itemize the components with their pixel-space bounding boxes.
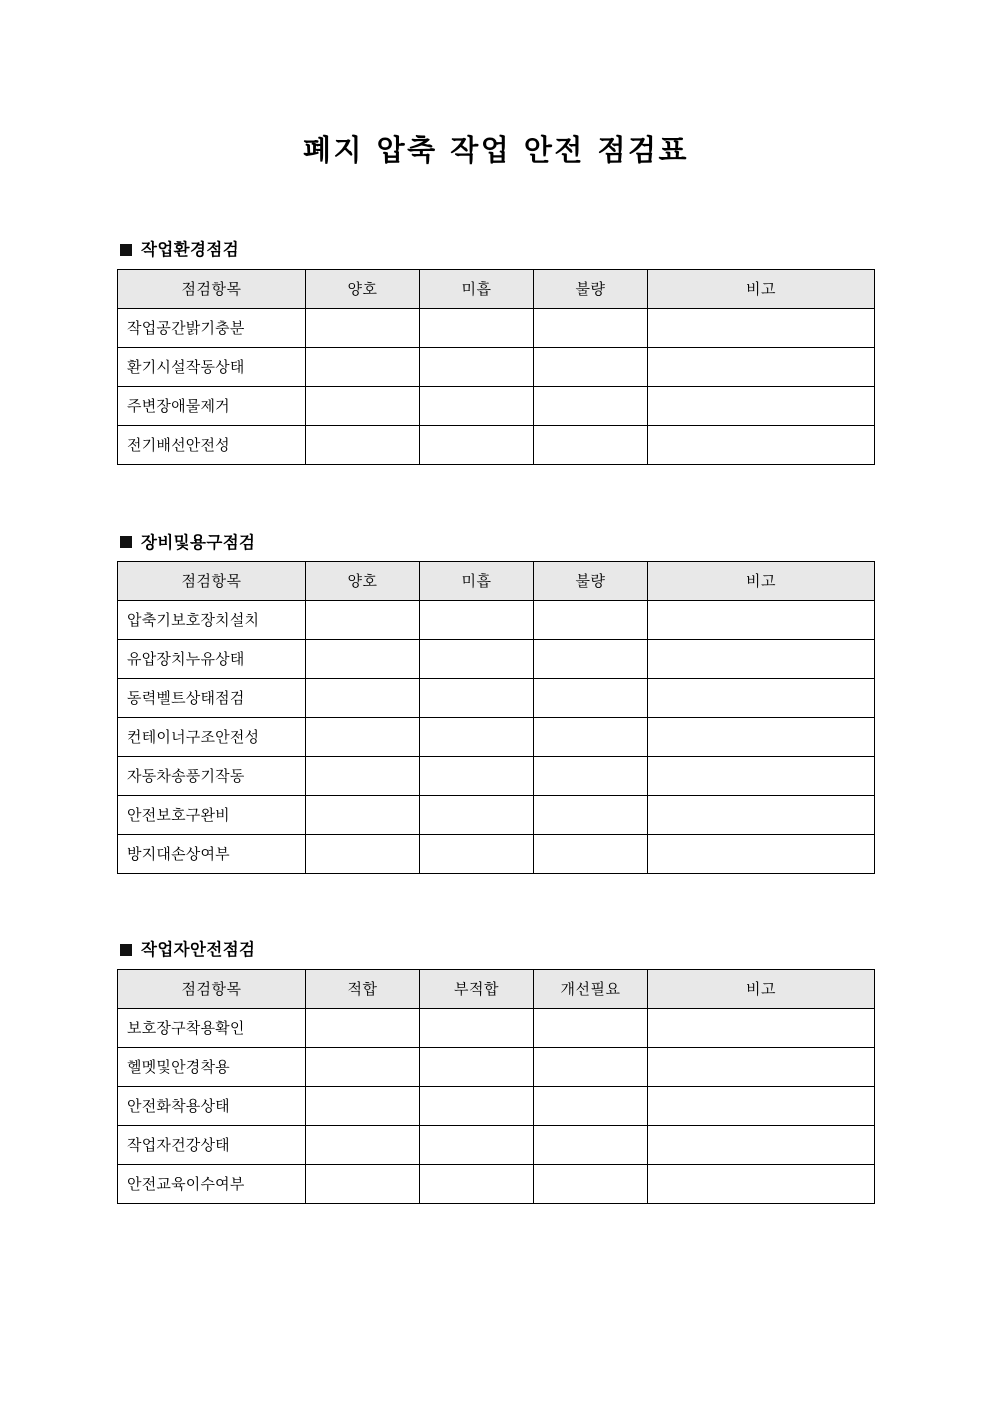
table-row: [118, 1165, 875, 1204]
row-item-label: 작업자건강상태: [118, 1126, 306, 1165]
table-header-row: [118, 970, 875, 1009]
row-item-label: 작업공간밝기충분: [118, 308, 306, 347]
row-improvement-cell[interactable]: [534, 1165, 648, 1204]
column-header-nonconforming: 부적합: [420, 970, 534, 1009]
row-conforming-cell[interactable]: [306, 1048, 420, 1087]
row-good-cell[interactable]: [306, 679, 420, 718]
row-remark-cell[interactable]: [648, 835, 875, 874]
filled-square-bullet-icon: [120, 244, 132, 256]
row-item-label: 방지대손상여부: [118, 835, 306, 874]
row-poor-cell[interactable]: [534, 718, 648, 757]
row-poor-cell[interactable]: [534, 679, 648, 718]
row-nonconforming-cell[interactable]: [420, 1009, 534, 1048]
row-item-label: 보호장구착용확인: [118, 1009, 306, 1048]
table-row: [118, 308, 875, 347]
row-insufficient-cell[interactable]: [420, 718, 534, 757]
row-remark-cell[interactable]: [648, 308, 875, 347]
row-poor-cell[interactable]: [534, 601, 648, 640]
row-item-label: 압축기보호장치설치: [118, 601, 306, 640]
row-conforming-cell[interactable]: [306, 1087, 420, 1126]
table-row: [118, 1126, 875, 1165]
column-header-item: 점검항목: [118, 562, 306, 601]
section-heading: [120, 533, 874, 553]
table-row: [118, 601, 875, 640]
row-remark-cell[interactable]: [648, 1009, 875, 1048]
row-poor-cell[interactable]: [534, 308, 648, 347]
row-good-cell[interactable]: [306, 425, 420, 464]
row-good-cell[interactable]: [306, 347, 420, 386]
row-nonconforming-cell[interactable]: [420, 1087, 534, 1126]
row-nonconforming-cell[interactable]: [420, 1126, 534, 1165]
row-insufficient-cell[interactable]: [420, 757, 534, 796]
table-row: [118, 718, 875, 757]
table-row: [118, 347, 875, 386]
row-item-label: 자동차송풍기작동: [118, 757, 306, 796]
row-poor-cell[interactable]: [534, 640, 648, 679]
row-item-label: 헬멧및안경착용: [118, 1048, 306, 1087]
row-item-label: 주변장애물제거: [118, 386, 306, 425]
row-insufficient-cell[interactable]: [420, 347, 534, 386]
row-good-cell[interactable]: [306, 835, 420, 874]
table-row: [118, 796, 875, 835]
row-remark-cell[interactable]: [648, 425, 875, 464]
row-insufficient-cell[interactable]: [420, 835, 534, 874]
row-remark-cell[interactable]: [648, 1048, 875, 1087]
column-header-improvement-needed: 개선필요: [534, 970, 648, 1009]
column-header-insufficient: 미흡: [420, 269, 534, 308]
row-insufficient-cell[interactable]: [420, 640, 534, 679]
row-insufficient-cell[interactable]: [420, 386, 534, 425]
table-row: [118, 1048, 875, 1087]
row-item-label: 컨테이너구조안전성: [118, 718, 306, 757]
section-heading-label: 작업자안전점검: [141, 940, 256, 960]
row-improvement-cell[interactable]: [534, 1048, 648, 1087]
row-item-label: 유압장치누유상태: [118, 640, 306, 679]
section-worker-safety: [117, 940, 874, 1204]
table-header-row: [118, 562, 875, 601]
column-header-good: 양호: [306, 269, 420, 308]
row-insufficient-cell[interactable]: [420, 679, 534, 718]
row-insufficient-cell[interactable]: [420, 425, 534, 464]
row-improvement-cell[interactable]: [534, 1126, 648, 1165]
table-row: [118, 425, 875, 464]
section-heading-label: 작업환경점검: [141, 239, 240, 259]
row-insufficient-cell[interactable]: [420, 601, 534, 640]
row-poor-cell[interactable]: [534, 796, 648, 835]
table-row: [118, 640, 875, 679]
row-insufficient-cell[interactable]: [420, 308, 534, 347]
section-heading: [120, 240, 874, 260]
column-header-conforming: 적합: [306, 970, 420, 1009]
row-nonconforming-cell[interactable]: [420, 1165, 534, 1204]
row-item-label: 환기시설작동상태: [118, 347, 306, 386]
row-remark-cell[interactable]: [648, 757, 875, 796]
row-remark-cell[interactable]: [648, 640, 875, 679]
column-header-poor: 불량: [534, 562, 648, 601]
row-item-label: 전기배선안전성: [118, 425, 306, 464]
filled-square-bullet-icon: [120, 536, 132, 548]
filled-square-bullet-icon: [120, 944, 132, 956]
row-conforming-cell[interactable]: [306, 1126, 420, 1165]
row-poor-cell[interactable]: [534, 757, 648, 796]
row-item-label: 동력벨트상태점검: [118, 679, 306, 718]
row-remark-cell[interactable]: [648, 1165, 875, 1204]
row-improvement-cell[interactable]: [534, 1087, 648, 1126]
row-improvement-cell[interactable]: [534, 1009, 648, 1048]
section-equipment-tools: [117, 533, 874, 875]
checklist-table-equipment-tools: [117, 561, 875, 874]
checklist-table-worker-safety: [117, 969, 875, 1204]
row-good-cell[interactable]: [306, 718, 420, 757]
section-work-environment: [117, 240, 874, 465]
table-row: [118, 679, 875, 718]
row-remark-cell[interactable]: [648, 796, 875, 835]
row-good-cell[interactable]: [306, 601, 420, 640]
row-nonconforming-cell[interactable]: [420, 1048, 534, 1087]
row-good-cell[interactable]: [306, 386, 420, 425]
column-header-remark: 비고: [648, 562, 875, 601]
row-remark-cell[interactable]: [648, 718, 875, 757]
section-heading-label: 장비및용구점검: [141, 532, 256, 552]
page-title: 폐지 압축 작업 안전 점검표: [302, 133, 690, 167]
column-header-insufficient: 미흡: [420, 562, 534, 601]
table-row: [118, 1087, 875, 1126]
row-good-cell[interactable]: [306, 640, 420, 679]
column-header-item: 점검항목: [118, 269, 306, 308]
column-header-item: 점검항목: [118, 970, 306, 1009]
row-remark-cell[interactable]: [648, 1126, 875, 1165]
row-conforming-cell[interactable]: [306, 1009, 420, 1048]
row-remark-cell[interactable]: [648, 601, 875, 640]
row-remark-cell[interactable]: [648, 347, 875, 386]
table-row: [118, 835, 875, 874]
column-header-remark: 비고: [648, 970, 875, 1009]
row-item-label: 안전보호구완비: [118, 796, 306, 835]
row-poor-cell[interactable]: [534, 386, 648, 425]
table-row: [118, 1009, 875, 1048]
row-good-cell[interactable]: [306, 757, 420, 796]
table-row: [118, 386, 875, 425]
row-poor-cell[interactable]: [534, 835, 648, 874]
row-good-cell[interactable]: [306, 796, 420, 835]
row-conforming-cell[interactable]: [306, 1165, 420, 1204]
row-remark-cell[interactable]: [648, 679, 875, 718]
column-header-poor: 불량: [534, 269, 648, 308]
column-header-remark: 비고: [648, 269, 875, 308]
row-poor-cell[interactable]: [534, 347, 648, 386]
row-remark-cell[interactable]: [648, 1087, 875, 1126]
row-insufficient-cell[interactable]: [420, 796, 534, 835]
row-good-cell[interactable]: [306, 308, 420, 347]
column-header-good: 양호: [306, 562, 420, 601]
row-remark-cell[interactable]: [648, 386, 875, 425]
section-heading: [120, 940, 874, 960]
row-poor-cell[interactable]: [534, 425, 648, 464]
table-header-row: [118, 269, 875, 308]
checklist-table-work-environment: [117, 269, 875, 465]
row-item-label: 안전화착용상태: [118, 1087, 306, 1126]
row-item-label: 안전교육이수여부: [118, 1165, 306, 1204]
table-row: [118, 757, 875, 796]
